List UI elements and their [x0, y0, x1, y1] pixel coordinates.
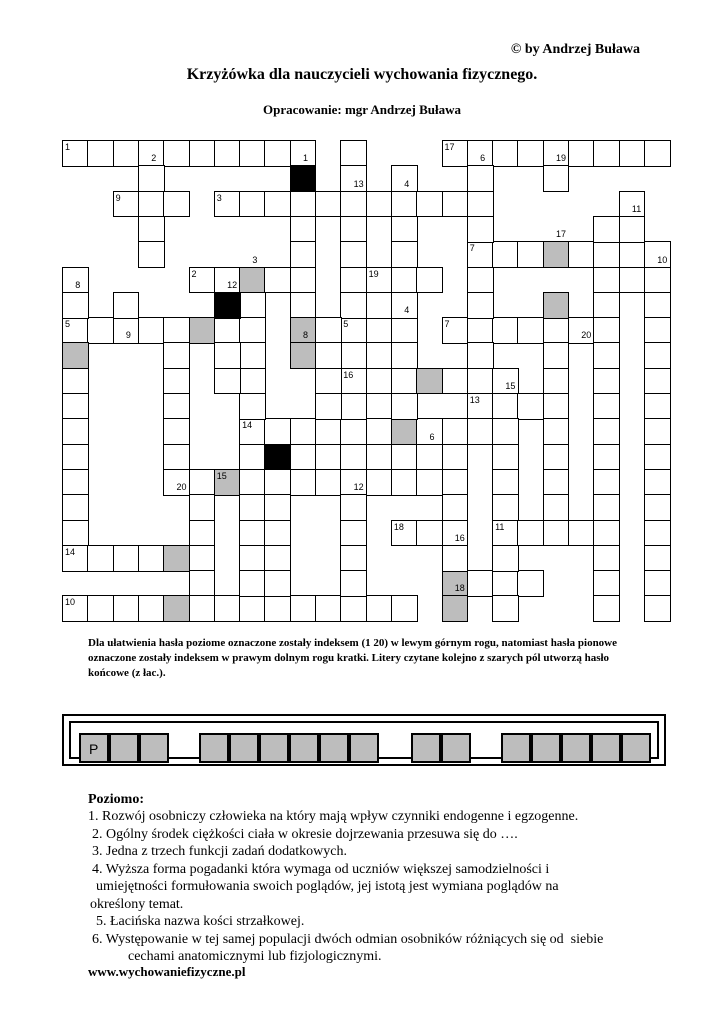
- clue-number: 15: [505, 381, 516, 391]
- crossword-cell[interactable]: [644, 418, 671, 445]
- crossword-cell[interactable]: [315, 342, 342, 369]
- crossword-cell[interactable]: [340, 494, 367, 521]
- crossword-cell[interactable]: [442, 418, 469, 445]
- crossword-cell[interactable]: [517, 241, 544, 268]
- crossword-cell[interactable]: [239, 393, 266, 420]
- instructions-text: Dla ułatwienia hasła poziome oznaczone zostały indeksem (1 20) w lewym górnym rogu, natomiast hasła pionowe oznaczone zostały indeksem w prawym dolnym rogu kratki. Litery czytane kolejno z szarych pól utworzą hasło końcowe (z łac.).: [88, 637, 618, 679]
- answer-letter-box[interactable]: [319, 733, 349, 763]
- crossword-cell[interactable]: [467, 368, 494, 395]
- clue-number: 17: [444, 142, 455, 152]
- crossword-cell[interactable]: [239, 292, 266, 319]
- crossword-cell[interactable]: [340, 267, 367, 294]
- crossword-cell[interactable]: [290, 595, 317, 622]
- clue-number: 4: [404, 305, 410, 316]
- crossword-cell[interactable]: [239, 444, 266, 471]
- clue-number: 7: [444, 319, 450, 330]
- crossword-cell[interactable]: [619, 267, 646, 294]
- crossword-cell[interactable]: [239, 191, 266, 218]
- crossword-cell[interactable]: [290, 342, 317, 369]
- crossword-cell[interactable]: [366, 292, 393, 319]
- clue-item: cechami anatomicznymi lub fizjologicznymi.: [128, 949, 382, 964]
- crossword-cell[interactable]: [416, 520, 443, 547]
- crossword-cell[interactable]: [593, 570, 620, 597]
- crossword-cell[interactable]: [163, 140, 190, 167]
- answer-letter-box[interactable]: [441, 733, 471, 763]
- crossword-cell[interactable]: [644, 393, 671, 420]
- crossword-cell[interactable]: [593, 140, 620, 167]
- crossword-cell[interactable]: [239, 570, 266, 597]
- crossword-cell[interactable]: [366, 317, 393, 344]
- crossword-cell[interactable]: [416, 444, 443, 471]
- crossword-cell[interactable]: [315, 469, 342, 496]
- crossword-cell[interactable]: [138, 241, 165, 268]
- crossword-cell[interactable]: [264, 140, 291, 167]
- crossword-cell[interactable]: [644, 469, 671, 496]
- crossword-cell[interactable]: [467, 418, 494, 445]
- clues-list: [88, 808, 648, 966]
- crossword-cell[interactable]: [593, 444, 620, 471]
- clue-number: 12: [353, 482, 364, 493]
- crossword-cell[interactable]: [366, 368, 393, 395]
- answer-letter-box[interactable]: [259, 733, 289, 763]
- clue-number: 6: [429, 431, 435, 442]
- crossword-cell[interactable]: [644, 494, 671, 521]
- crossword-cell[interactable]: [340, 444, 367, 471]
- crossword-cell[interactable]: [593, 469, 620, 496]
- crossword-cell[interactable]: [189, 520, 216, 547]
- crossword-cell[interactable]: [214, 595, 241, 622]
- crossword-cell[interactable]: [492, 469, 519, 496]
- crossword-cell[interactable]: [543, 241, 570, 268]
- crossword-cell[interactable]: [391, 368, 418, 395]
- crossword-cell[interactable]: [543, 165, 570, 192]
- crossword-cell[interactable]: [138, 317, 165, 344]
- crossword-cell[interactable]: [290, 418, 317, 445]
- crossword-cell[interactable]: [467, 342, 494, 369]
- crossword-cell[interactable]: [315, 595, 342, 622]
- crossword-cell[interactable]: [340, 241, 367, 268]
- website-link[interactable]: www.wychowaniefizyczne.pl: [88, 964, 246, 979]
- crossword-cell[interactable]: [517, 570, 544, 597]
- crossword-cell[interactable]: [340, 216, 367, 243]
- crossword-cell[interactable]: [239, 595, 266, 622]
- crossword-cell[interactable]: [340, 191, 367, 218]
- crossword-cell[interactable]: [644, 317, 671, 344]
- crossword-cell[interactable]: [163, 595, 190, 622]
- crossword-cell[interactable]: [391, 267, 418, 294]
- crossword-cell[interactable]: [391, 317, 418, 344]
- crossword-cell[interactable]: [391, 418, 418, 445]
- crossword-cell[interactable]: [62, 494, 89, 521]
- crossword-cell[interactable]: [543, 418, 570, 445]
- crossword-cell[interactable]: [264, 520, 291, 547]
- clues-heading: Poziomo:: [88, 792, 144, 807]
- clue-number: 15: [216, 470, 227, 481]
- crossword-cell[interactable]: [366, 444, 393, 471]
- clue-number: 10: [657, 254, 668, 265]
- crossword-cell[interactable]: [113, 545, 140, 572]
- crossword-cell[interactable]: [644, 342, 671, 369]
- crossword-cell[interactable]: [391, 342, 418, 369]
- crossword-cell[interactable]: [442, 545, 469, 572]
- crossword-cell[interactable]: [163, 368, 190, 395]
- crossword-cell[interactable]: [543, 444, 570, 471]
- crossword-cell[interactable]: [644, 545, 671, 572]
- crossword-cell[interactable]: [543, 292, 570, 319]
- crossword-cell[interactable]: [593, 216, 620, 243]
- crossword-cell[interactable]: [214, 317, 241, 344]
- answer-letter-box[interactable]: [109, 733, 139, 763]
- clue-number: 19: [368, 268, 379, 279]
- clue-number: 1: [65, 142, 71, 152]
- clue-number: 13: [469, 395, 480, 405]
- crossword-cell[interactable]: [340, 292, 367, 319]
- crossword-cell[interactable]: [138, 216, 165, 243]
- crossword-cell[interactable]: [644, 570, 671, 597]
- crossword-cell[interactable]: [113, 140, 140, 167]
- crossword-cell[interactable]: [543, 520, 570, 547]
- crossword-cell[interactable]: [517, 393, 544, 420]
- crossword-cell[interactable]: [492, 140, 519, 167]
- crossword-cell[interactable]: [492, 570, 519, 597]
- crossword-cell[interactable]: [366, 342, 393, 369]
- crossword-cell[interactable]: [264, 545, 291, 572]
- clue-number: 19: [556, 153, 567, 164]
- crossword-cell[interactable]: [391, 444, 418, 471]
- crossword-cell[interactable]: [467, 191, 494, 218]
- crossword-cell[interactable]: [467, 317, 494, 344]
- clue-number: 12: [227, 279, 238, 290]
- crossword-cell[interactable]: [62, 520, 89, 547]
- crossword-cell[interactable]: [543, 317, 570, 344]
- answer-letter-box[interactable]: P: [79, 733, 109, 763]
- answer-letter-box[interactable]: [139, 733, 169, 763]
- clue-number: 13: [353, 178, 364, 189]
- crossword-cell[interactable]: [492, 545, 519, 572]
- crossword-cell[interactable]: [391, 241, 418, 268]
- author-line: Opracowanie: mgr Andrzej Buława: [263, 102, 461, 117]
- clue-number: 3: [216, 192, 222, 203]
- crossword-cell[interactable]: [87, 595, 114, 622]
- crossword-cell[interactable]: [543, 393, 570, 420]
- crossword-cell[interactable]: [467, 216, 494, 243]
- crossword-cell[interactable]: [442, 444, 469, 471]
- crossword-cell[interactable]: [568, 520, 595, 547]
- crossword-cell[interactable]: [593, 520, 620, 547]
- crossword-cell[interactable]: [290, 216, 317, 243]
- crossword-cell[interactable]: [619, 140, 646, 167]
- clue-item: 6. Występowanie w tej samej populacji dwóch odmian osobników różniących się od siebie: [92, 931, 604, 947]
- crossword-cell[interactable]: [239, 494, 266, 521]
- crossword-cell[interactable]: [593, 342, 620, 369]
- crossword-cell[interactable]: [366, 418, 393, 445]
- crossword-cell[interactable]: [290, 469, 317, 496]
- answer-letter-box[interactable]: [289, 733, 319, 763]
- answer-letter-box[interactable]: [501, 733, 531, 763]
- crossword-cell[interactable]: [644, 292, 671, 319]
- crossword-cell[interactable]: [138, 545, 165, 572]
- crossword-cell[interactable]: [644, 520, 671, 547]
- clue-number: 8: [303, 330, 309, 341]
- crossword-cell[interactable]: [138, 595, 165, 622]
- crossword-cell[interactable]: [315, 393, 342, 420]
- crossword-cell[interactable]: [138, 165, 165, 192]
- clue-number: 2: [151, 153, 157, 164]
- crossword-cell[interactable]: [340, 520, 367, 547]
- crossword-cell[interactable]: [315, 444, 342, 471]
- crossword-cell[interactable]: [189, 545, 216, 572]
- crossword-cell[interactable]: [264, 191, 291, 218]
- crossword-cell[interactable]: [391, 216, 418, 243]
- crossword-cell[interactable]: [543, 469, 570, 496]
- crossword-cell[interactable]: [644, 595, 671, 622]
- crossword-cell[interactable]: [644, 444, 671, 471]
- crossword-cell[interactable]: [239, 267, 266, 294]
- clue-item: 4. Wyższa forma pogadanki która wymaga od uczniów większej samodzielności i: [92, 861, 550, 877]
- crossword-cell[interactable]: [593, 267, 620, 294]
- crossword-cell[interactable]: [315, 368, 342, 395]
- clue-number: 8: [75, 279, 81, 290]
- crossword-cell[interactable]: [87, 140, 114, 167]
- crossword-cell[interactable]: [163, 545, 190, 572]
- crossword-cell[interactable]: [619, 216, 646, 243]
- clue-item: 3. Jedna z trzech funkcji zadań dodatkowych.: [92, 844, 348, 859]
- crossword-cell[interactable]: [189, 494, 216, 521]
- crossword-cell[interactable]: [62, 444, 89, 471]
- crossword-cell[interactable]: [644, 267, 671, 294]
- clue-number: 3: [252, 254, 258, 265]
- crossword-cell[interactable]: [442, 469, 469, 496]
- clue-number: 2: [191, 268, 197, 279]
- answer-letter-box[interactable]: [591, 733, 621, 763]
- crossword-cell[interactable]: [62, 469, 89, 496]
- crossword-cell[interactable]: [214, 140, 241, 167]
- crossword-cell[interactable]: [239, 342, 266, 369]
- answer-letter-box[interactable]: [199, 733, 229, 763]
- clue-item: 5. Łacińska nazwa kości strzałkowej.: [96, 914, 305, 929]
- crossword-cell: [214, 292, 241, 319]
- crossword-cell[interactable]: [340, 140, 367, 167]
- crossword-cell[interactable]: [492, 494, 519, 521]
- crossword-cell[interactable]: [239, 140, 266, 167]
- clue-number: 5: [65, 319, 71, 330]
- crossword-cell[interactable]: [568, 140, 595, 167]
- crossword-cell[interactable]: [543, 368, 570, 395]
- crossword-cell[interactable]: [644, 368, 671, 395]
- crossword-cell[interactable]: [593, 393, 620, 420]
- crossword-cell[interactable]: [593, 241, 620, 268]
- crossword-cell[interactable]: [366, 191, 393, 218]
- page-title: Krzyżówka dla nauczycieli wychowania fizycznego.: [186, 66, 538, 83]
- crossword-cell[interactable]: [416, 469, 443, 496]
- clue-number: 10: [65, 597, 76, 608]
- crossword-cell[interactable]: [163, 342, 190, 369]
- crossword-cell[interactable]: [315, 317, 342, 344]
- crossword-cell[interactable]: [416, 368, 443, 395]
- crossword-cell[interactable]: [290, 267, 317, 294]
- crossword-cell[interactable]: [290, 191, 317, 218]
- crossword-cell[interactable]: [315, 418, 342, 445]
- crossword-cell: [290, 165, 317, 192]
- crossword-cell[interactable]: [163, 317, 190, 344]
- crossword-cell[interactable]: [290, 241, 317, 268]
- clue-number: 4: [404, 178, 410, 189]
- crossword-cell[interactable]: [264, 418, 291, 445]
- crossword-cell[interactable]: [492, 393, 519, 420]
- crossword-cell[interactable]: [189, 317, 216, 344]
- crossword-cell[interactable]: [467, 570, 494, 597]
- answer-letter-box[interactable]: [621, 733, 651, 763]
- crossword-cell[interactable]: [138, 191, 165, 218]
- clue-number: 6: [480, 153, 486, 164]
- crossword-cell[interactable]: [214, 342, 241, 369]
- crossword-cell[interactable]: [290, 292, 317, 319]
- crossword-cell[interactable]: [593, 494, 620, 521]
- crossword-cell[interactable]: [391, 393, 418, 420]
- clue-number: 9: [125, 330, 131, 341]
- crossword-cell[interactable]: [391, 595, 418, 622]
- crossword-cell[interactable]: [644, 140, 671, 167]
- crossword-cell[interactable]: [340, 595, 367, 622]
- crossword-cell[interactable]: [467, 267, 494, 294]
- answer-letter-box[interactable]: [531, 733, 561, 763]
- crossword-cell[interactable]: [340, 342, 367, 369]
- crossword-cell[interactable]: [593, 545, 620, 572]
- crossword-cell[interactable]: [593, 317, 620, 344]
- crossword-cell[interactable]: [87, 317, 114, 344]
- crossword-cell[interactable]: [442, 191, 469, 218]
- crossword-cell[interactable]: [543, 494, 570, 521]
- clue-number: 9: [115, 192, 121, 203]
- crossword-cell[interactable]: [62, 418, 89, 445]
- answer-letter-box[interactable]: [561, 733, 591, 763]
- crossword-cell[interactable]: [214, 368, 241, 395]
- crossword-cell[interactable]: [340, 418, 367, 445]
- clue-number: 17: [556, 229, 567, 240]
- clue-item: określony temat.: [90, 896, 184, 912]
- crossword-cell[interactable]: [593, 595, 620, 622]
- crossword-cell[interactable]: [340, 570, 367, 597]
- clue-number: 5: [343, 319, 349, 330]
- crossword-cell[interactable]: [189, 595, 216, 622]
- clue-number: 11: [631, 203, 642, 214]
- clue-number: 16: [343, 369, 354, 380]
- crossword-cell[interactable]: [366, 595, 393, 622]
- final-answer-inner-frame: [69, 721, 659, 759]
- crossword-cell[interactable]: [189, 140, 216, 167]
- crossword-cell[interactable]: [517, 317, 544, 344]
- answer-letter-box[interactable]: [229, 733, 259, 763]
- crossword-cell[interactable]: [239, 545, 266, 572]
- crossword-cell[interactable]: [543, 342, 570, 369]
- clue-number: 20: [581, 330, 592, 341]
- crossword-cell[interactable]: [239, 469, 266, 496]
- clue-number: 14: [65, 546, 76, 557]
- crossword-cell[interactable]: [593, 292, 620, 319]
- crossword-cell[interactable]: [62, 368, 89, 395]
- copyright-text: © by Andrzej Buława: [510, 42, 640, 57]
- crossword-cell[interactable]: [239, 368, 266, 395]
- crossword-cell[interactable]: [492, 444, 519, 471]
- clue-number: 7: [469, 243, 475, 254]
- clue-number: 18: [454, 583, 465, 594]
- crossword-cell[interactable]: [264, 570, 291, 597]
- answer-letter-box[interactable]: [349, 733, 379, 763]
- crossword-cell[interactable]: [416, 191, 443, 218]
- crossword-cell[interactable]: [239, 520, 266, 547]
- clue-number: 16: [454, 532, 465, 543]
- crossword-cell[interactable]: [264, 267, 291, 294]
- crossword-cell[interactable]: [62, 342, 89, 369]
- crossword-cell[interactable]: [467, 292, 494, 319]
- crossword-cell[interactable]: [467, 165, 494, 192]
- crossword-cell[interactable]: [517, 140, 544, 167]
- crossword-cell[interactable]: [442, 494, 469, 521]
- crossword-cell[interactable]: [87, 545, 114, 572]
- clue-number: 14: [242, 420, 253, 431]
- crossword-cell[interactable]: [619, 241, 646, 268]
- crossword-cell[interactable]: [264, 469, 291, 496]
- crossword-cell[interactable]: [391, 469, 418, 496]
- crossword-cell[interactable]: [517, 520, 544, 547]
- crossword-cell[interactable]: [290, 444, 317, 471]
- final-answer-box: [62, 714, 666, 766]
- crossword-cell[interactable]: [366, 469, 393, 496]
- crossword-cell[interactable]: [163, 444, 190, 471]
- crossword-cell[interactable]: [189, 469, 216, 496]
- crossword-cell[interactable]: [315, 191, 342, 218]
- crossword-cell[interactable]: [492, 595, 519, 622]
- crossword-cell[interactable]: [593, 368, 620, 395]
- crossword-cell[interactable]: [492, 317, 519, 344]
- clue-number: 11: [495, 521, 505, 532]
- crossword-cell[interactable]: [492, 418, 519, 445]
- crossword-cell[interactable]: [340, 393, 367, 420]
- clue-number: 20: [176, 482, 187, 493]
- crossword-cell[interactable]: [62, 393, 89, 420]
- crossword-cell[interactable]: [163, 191, 190, 218]
- clue-item: umiejętności formułowania swoich poglądów, jej istotą jest wymiana poglądów na: [96, 879, 559, 894]
- crossword-cell[interactable]: [391, 191, 418, 218]
- crossword-cell[interactable]: [113, 292, 140, 319]
- crossword-cell[interactable]: [163, 418, 190, 445]
- crossword-cell[interactable]: [239, 317, 266, 344]
- crossword-cell[interactable]: [340, 545, 367, 572]
- crossword-cell[interactable]: [593, 418, 620, 445]
- crossword-cell[interactable]: [416, 267, 443, 294]
- crossword-cell[interactable]: [568, 241, 595, 268]
- crossword-cell[interactable]: [62, 292, 89, 319]
- crossword-cell[interactable]: [163, 393, 190, 420]
- crossword-cell[interactable]: [264, 595, 291, 622]
- crossword-cell[interactable]: [442, 368, 469, 395]
- crossword-cell: [264, 444, 291, 471]
- clue-number: 1: [303, 153, 309, 164]
- clue-item: 2. Ogólny środek ciężkości ciała w okresie dojrzewania przesuwa się do ….: [92, 826, 518, 842]
- crossword-cell[interactable]: [492, 241, 519, 268]
- crossword-cell[interactable]: [442, 595, 469, 622]
- crossword-cell[interactable]: [189, 570, 216, 597]
- crossword-cell[interactable]: [113, 595, 140, 622]
- clue-number: 18: [393, 521, 404, 532]
- answer-letter-box[interactable]: [411, 733, 441, 763]
- clue-item: 1. Rozwój osobniczy człowieka na który mają wpływ czynniki endogenne i egzogenne.: [88, 809, 579, 824]
- crossword-cell[interactable]: [264, 494, 291, 521]
